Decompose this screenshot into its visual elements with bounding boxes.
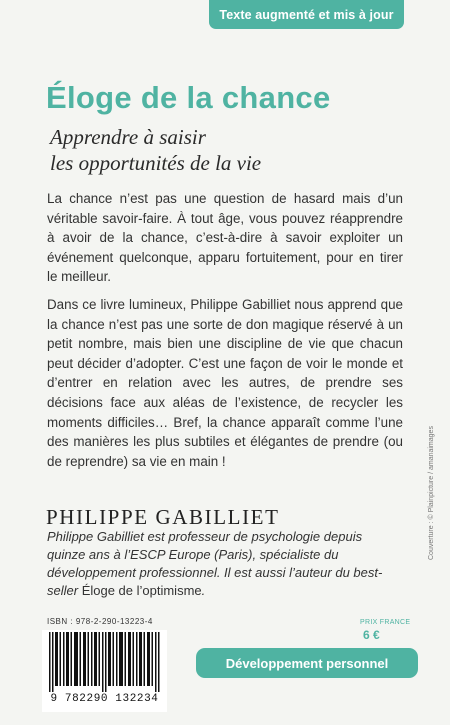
cover-credit: Couverture : © Plainpicture / amanaimages <box>428 426 435 560</box>
barcode-bars <box>49 630 160 692</box>
top-badge: Texte augmenté et mis à jour <box>209 0 404 29</box>
blurb-paragraph-1: La chance n’est pas une question de hasard mais d’un véritable savoir-faire. À tout âge, vous pouvez réapprendre à avoir de la chance, c’est-à-dire à savoir exploiter un événement quelconque, apparu fortuitement, pour en tirer le meilleur. <box>47 191 403 285</box>
category-badge: Développement personnel <box>196 648 418 678</box>
author-name: PHILIPPE GABILLIET <box>46 505 280 529</box>
author-bio <box>47 528 383 600</box>
price-label: PRIX FRANCE <box>360 619 411 626</box>
author-bio-book-title: Éloge de l’optimisme <box>81 583 202 598</box>
isbn: ISBN : 978-2-290-13223-4 <box>47 617 153 626</box>
barcode-digits: 9 782290 132234 <box>50 693 159 705</box>
price: 6 € <box>363 628 380 642</box>
book-subtitle <box>50 124 261 176</box>
blurb-paragraph-2: Dans ce livre lumineux, Philippe Gabilliet nous apprend que la chance n’est pas une sorte de don magique réservé à un petit nombre, mais bien une discipline de vie que chacun peut décider d’adopter. C’est une façon de voir le monde et d’entrer en relation avec les autres, de prendre ses décisions face aux aléas de l’existence, de recycler les moments difficiles… Bref, la chance apparaît comme l’une des manières les plus subtiles et élégantes de prendre (ou de reprendre) sa vie en main ! <box>47 297 403 469</box>
book-title: Éloge de la chance <box>46 80 331 115</box>
author-bio-text: Philippe Gabilliet est professeur de psychologie depuis quinze ans à l’ESCP Europe (Paris), spécialiste du développement professionnel. Il est aussi l’auteur du best-seller <box>47 529 383 598</box>
subtitle-line-1: Apprendre à saisir <box>50 125 206 149</box>
author-bio-end: . <box>201 583 206 598</box>
barcode <box>42 630 167 712</box>
subtitle-line-2: les opportunités de la vie <box>50 151 262 175</box>
